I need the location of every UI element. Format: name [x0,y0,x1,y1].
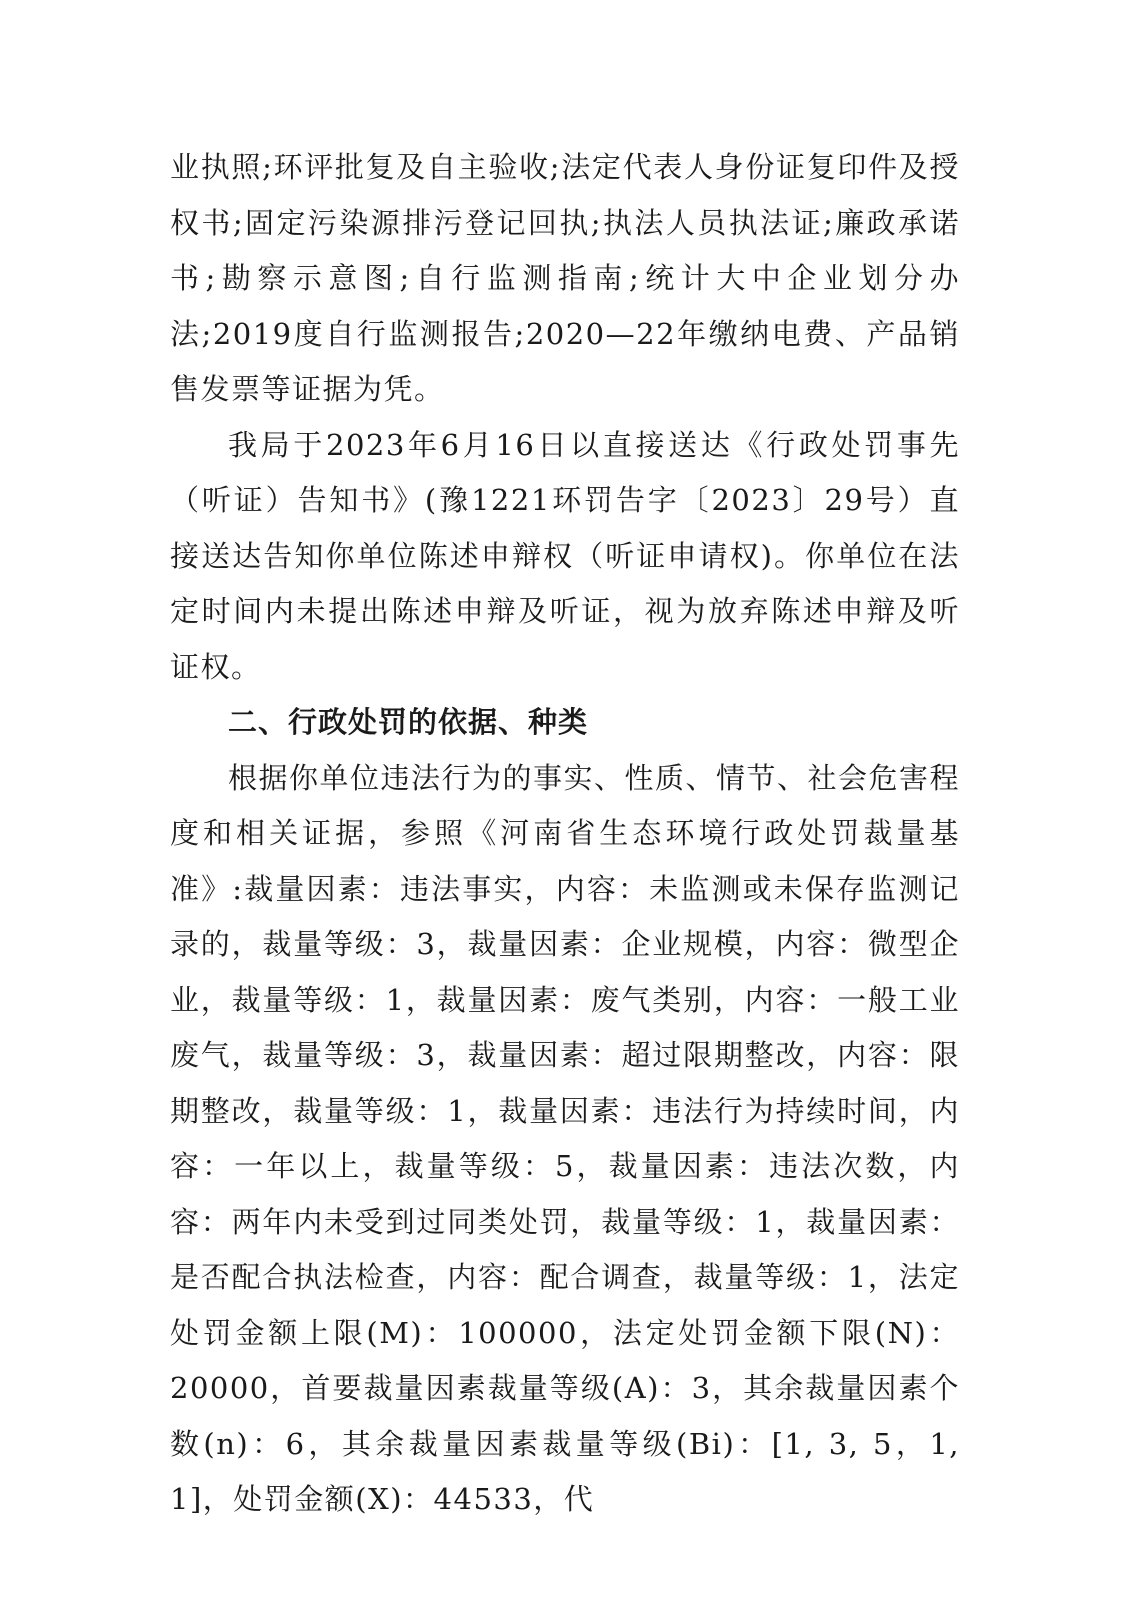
section-heading-penalty-basis: 二、行政处罚的依据、种类 [228,705,589,739]
discretion-factors-paragraph: 根据你单位违法行为的事实、性质、情节、社会危害程度和相关证据，参照《河南省生态环境行政处罚裁量基准》:裁量因素：违法事实，内容：未监测或未保存监测记录的，裁量等级：3，裁量因素：企业规模，内容：微型企业，裁量等级：1，裁量因素：废气类别，内容：一般工业废气，裁量等级：3，裁量因素：超过限期整改，内容：限期整改，裁量等级：1，裁量因素：违法行为持续时间，内容：一年以上，裁量等级：5，裁量因素：违法次数，内容：两年内未受到过同类处罚，裁量等级：1，裁量因素：是否配合执法检查，内容：配合调查，裁量等级：1，法定处罚金额上限(M)：100000，法定处罚金额下限(N)：20000，首要裁量因素裁量等级(A)：3，其余裁量因素个数(n)：6，其余裁量因素裁量等级(Bi)：[1, 3, 5，1, 1]，处罚金额(X)：44533，代 [170,760,961,1516]
notice-delivery-paragraph: 我局于2023年6月16日以直接送达《行政处罚事先（听证）告知书》(豫1221环罚告字〔2023〕29号）直接送达告知你单位陈述申辩权（听证申请权)。你单位在法定时间内未提出陈述申辩及听证，视为放弃陈述申辩及听证权。 [170,427,960,684]
evidence-list-paragraph: 业执照;环评批复及自主验收;法定代表人身份证复印件及授权书;固定污染源排污登记回执;执法人员执法证;廉政承诺书;勘察示意图;自行监测指南;统计大中企业划分办法;2019度自行监测报告;2020—22年缴纳电费、产品销售发票等证据为凭。 [170,150,960,406]
document-body [170,140,960,1528]
